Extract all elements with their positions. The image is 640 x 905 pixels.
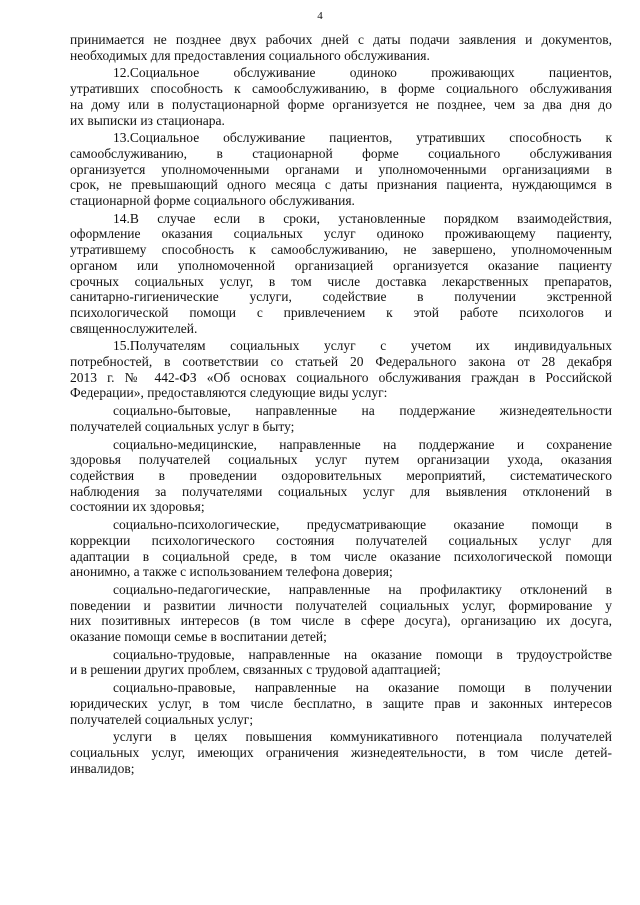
text-line: психологической помощи с привлечением к этой работе психологов и [70, 304, 612, 320]
paragraph [70, 32, 612, 63]
paragraph [70, 647, 612, 678]
text-line: коррекции психологического состояния получателей социальных услуг для [70, 532, 612, 548]
text-line: юридических услуг, в том числе бесплатно, в защите прав и законных интересов [70, 695, 612, 711]
text-line: 14.В случае если в сроки, установленные порядком взаимодействия, [113, 210, 612, 226]
text-line: социально-педагогические, направленные на профилактику отклонений в [113, 581, 612, 597]
text-line: стационарной форме социального обслуживания. [70, 193, 355, 209]
text-line: наблюдения за получателями социальных услуг для выявления отклонений в [70, 483, 612, 499]
paragraph [70, 211, 612, 337]
text-line: инвалидов; [70, 760, 135, 776]
text-line: них позитивных интересов (в том числе в сфере досуга), организацию их досуга, [70, 613, 612, 629]
text-line: содействия в проведении оздоровительных мероприятий, систематического [70, 467, 612, 483]
text-line: Федерации», предоставляются следующие виды услуг: [70, 385, 388, 401]
paragraph [70, 517, 612, 580]
text-line: социально-психологические, предусматривающие оказание помощи в [113, 517, 612, 533]
text-line: и в решении других проблем, связанных с трудовой адаптацией; [70, 662, 441, 678]
text-line: оформление оказания социальных услуг одиноко проживающему пациенту, [70, 226, 612, 242]
text-line: утративших способность к самообслуживанию, в форме социального обслуживания [70, 81, 612, 97]
text-line: 2013 г. № 442-ФЗ «Об основах социального обслуживания граждан в Российской [70, 369, 612, 385]
text-line: услуги в целях повышения коммуникативного потенциала получателей [113, 729, 612, 745]
text-line: 12.Социальное обслуживание одиноко проживающих пациентов, [113, 65, 612, 81]
document-body [70, 32, 612, 778]
text-line: 13.Социальное обслуживание пациентов, утративших способность к [113, 130, 612, 146]
text-line: священнослужителей. [70, 320, 198, 336]
text-line: принимается не позднее двух рабочих дней с даты подачи заявления и документов, [70, 32, 612, 47]
text-line: 15.Получателям социальных услуг с учетом их индивидуальных [113, 338, 612, 354]
text-line: социально-трудовые, направленные на оказание помощи в трудоустройстве [113, 646, 612, 662]
text-line: анонимно, а также с использованием телефона доверия; [70, 564, 393, 580]
paragraph [70, 130, 612, 209]
paragraph [70, 338, 612, 401]
text-line: необходимых для предоставления социального обслуживания. [70, 47, 430, 63]
text-line: их выписки из стационара. [70, 112, 225, 128]
text-line: на дому или в полустационарной форме организуется не позднее, чем за два дня до [70, 96, 612, 112]
text-line: организуется уполномоченными органами и уполномоченными организациями в [70, 161, 612, 177]
text-line: получателей социальных услуг; [70, 711, 254, 727]
text-line: социально-бытовые, направленные на поддержание жизнедеятельности [113, 403, 612, 419]
text-line: самообслуживанию, в стационарной форме социального обслуживания [70, 145, 612, 161]
text-line: получателей социальных услуг в быту; [70, 418, 295, 434]
text-line: потребностей, в соответствии со статьей 20 Федерального закона от 28 декабря [70, 354, 612, 370]
paragraph [70, 582, 612, 645]
text-line: органом или уполномоченной организацией организуется оказание пациенту [70, 257, 612, 273]
page-number: 4 [317, 10, 323, 22]
paragraph [70, 437, 612, 516]
text-line: социальных услуг, имеющих ограничения жизнедеятельности, в том числе детей- [70, 744, 612, 760]
paragraph [70, 729, 612, 776]
paragraph [70, 65, 612, 128]
text-line: оказание помощи семье в воспитании детей; [70, 629, 327, 645]
paragraph [70, 680, 612, 727]
text-line: адаптации в социальной среде, в том числе оказание психологической помощи [70, 548, 612, 564]
text-line: поведении и развитии личности получателей социальных услуг, формирование у [70, 597, 612, 613]
text-line: утратившему способность к самообслуживанию, не завершено, уполномоченным [70, 242, 612, 258]
text-line: социально-медицинские, направленные на поддержание и сохранение [113, 436, 612, 452]
text-line: состоянии их здоровья; [70, 499, 205, 515]
text-line: срочных социальных услуг, в том числе доставка лекарственных препаратов, [70, 273, 612, 289]
text-line: срок, не превышающий одного месяца с даты признания пациента, нуждающимся в [70, 177, 612, 193]
paragraph [70, 403, 612, 434]
text-line: санитарно-гигиенические услуги, содействие в получении экстренной [70, 289, 612, 305]
text-line: здоровья получателей социальных услуг путем организации ухода, оказания [70, 452, 612, 468]
text-line: социально-правовые, направленные на оказание помощи в получении [113, 680, 612, 696]
